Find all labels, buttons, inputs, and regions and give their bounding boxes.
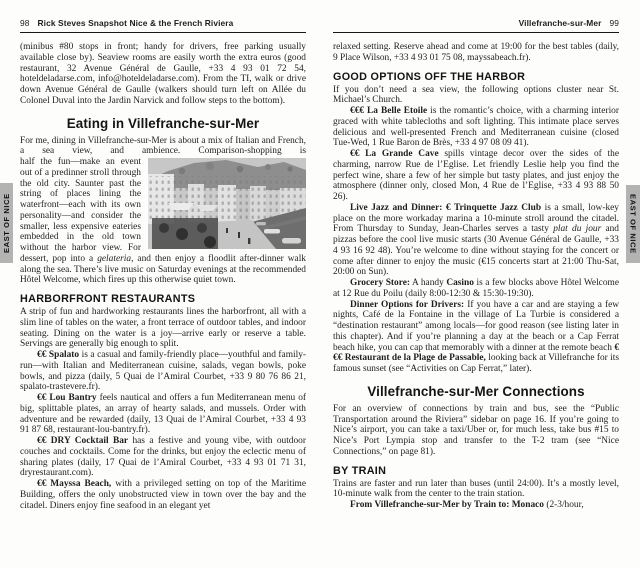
text-segment: and pizzas before the cool live music starts (30 Avenue Général de Gaulle, +33 4 93 16 92 48). You’re welcome to dine without staying for the concert or come after dinner to enjoy the music (€15 concerts start at 21:00 Thu-Sat, 20:00 on Sun).	[333, 224, 619, 278]
text-segment: spills vintage decor over the sides of the charming, narrow Rue de l’Eglise. Let friendly Leslie help you find the perfect wine, share a few of her simple but tasty plates, and just enjoy the atmosphere (dinner only, closed Mon, 4 Rue de l’Eglise, +33 4 93 88 50 26).	[333, 149, 619, 202]
paragraph	[20, 393, 306, 436]
paragraph	[333, 404, 619, 458]
running-title-left: Rick Steves Snapshot Nice & the French Riviera	[37, 18, 234, 28]
text-segment: HARBORFRONT RESTAURANTS	[20, 293, 196, 305]
text-segment: gelateria	[97, 253, 132, 264]
text-segment: looking back at Villefranche for its famous sunset (see “Activities on Cap Ferrat,” later).	[333, 353, 619, 374]
page-number-left: 98	[20, 18, 30, 28]
text-segment: is the romantic’s choice, with a charming interior graced with white tablecloths and soft lighting. This intimate place serves delicious and well-presented French and Mediterranean cuisine (closed Tue-Wed, 1 Rue Baron de Brès, +33 4 97 08 09 41).	[333, 106, 619, 149]
paragraph	[333, 278, 619, 300]
paragraph	[20, 157, 306, 286]
text-segment: Grocery Store:	[350, 278, 410, 288]
paragraph	[333, 106, 619, 149]
text-segment: Trains are faster and run later than buses (until 24:00). It’s a mostly level, 10-minute walk from the center to the train station.	[333, 478, 619, 500]
section-title	[20, 116, 306, 131]
paragraph	[333, 85, 619, 107]
running-header-right	[333, 18, 619, 33]
text-segment: If you don’t need a sea view, the following options cluster near St. Michael’s Church.	[333, 84, 619, 106]
text-segment: plat du jour	[553, 224, 602, 235]
paragraph	[333, 500, 619, 511]
text-segment: €€ La Grande Cave	[350, 149, 439, 159]
paragraph	[333, 42, 619, 64]
text-segment: half the fun—make an event out of a predinner stroll through the old city. Saunter past the string of places lining the waterfront—each with its own personality—and consider the smaller, less expensive eateries embedded in the old town without the harbor view. For dessert, pop into a	[20, 157, 141, 264]
text-segment: If you have a car and are staying a few nights, Café de la Fontaine in the village of La Turbie is considered a “destination restaurant” among locals—for good reason (see listing later in this chapter). And if you’re planning a day at the beach or a Cap Ferrat beach hike, you can cap that memorably with a dinner at the remote beach	[333, 299, 620, 353]
harborfront-photo	[148, 158, 306, 249]
text-segment: (2-3/hour,	[543, 500, 584, 510]
paragraph	[20, 350, 306, 393]
text-segment: BY TRAIN	[333, 464, 387, 477]
subsection-heading	[333, 71, 619, 83]
text-segment: is a small, low-key place on the more workaday marina a 10-minute stroll around the citadel. From Thursday to Sunday, Jean-Charles serves a tasty	[333, 202, 619, 235]
section-thumb-tab-left: EAST OF NICE	[0, 183, 13, 263]
text-segment: Eating in Villefranche-sur-Mer	[66, 115, 260, 131]
subsection-heading	[333, 465, 619, 477]
page-content-right	[333, 42, 619, 511]
text-segment: GOOD OPTIONS OFF THE HARBOR	[333, 70, 526, 83]
text-segment: €€ Mayssa Beach,	[37, 479, 112, 489]
text-segment: feels nautical and offers a fun Mediterranean menu of big, splittable plates, an array of hearty salads, and mussels. Order with adventure and be rewarded (daily, 13 Quai de l’Amiral Courbet, +33 4 93 91 87 68, restaurant-lou-bantry.fr).	[20, 393, 306, 436]
paragraph	[333, 300, 619, 375]
paragraph	[333, 203, 619, 278]
text-segment: €€€ La Belle Etoile	[350, 106, 428, 116]
paragraph	[20, 42, 306, 107]
text-segment: For me, dining in Villefranche-sur-Mer is about a mix of Italian and French, a sea view, and ambience. Comparison-shopping is	[20, 135, 306, 157]
text-segment: €€ Lou Bantry	[37, 393, 97, 403]
page-number-right: 99	[609, 18, 619, 28]
section-title	[333, 384, 619, 399]
page-right	[320, 0, 640, 568]
text-segment: A handy	[410, 278, 447, 288]
text-segment: Dinner Options for Drivers:	[350, 299, 465, 310]
text-segment: Villefranche-sur-Mer Connections	[367, 383, 585, 399]
paragraph	[20, 307, 306, 350]
text-segment: has a festive and young vibe, with outdoor couches and cocktails. Come for the drinks, but enjoy the eclectic menu of sharing plates (daily, 17 Quai de l’Amiral Courbet, +33 4 93 01 71 31, dryrestaurant.com).	[20, 436, 306, 479]
paragraph	[333, 479, 619, 501]
text-segment: A strip of fun and hardworking restaurants lines the harborfront, all with a slim line of tables on the water, a front terrace of outdoor tables, and indoor seating. Dining on the water is a joy—arrive early or reserve a table. Servings are generally big enough to split.	[20, 307, 306, 350]
text-segment: relaxed setting. Reserve ahead and come at 19:00 for the best tables (daily, 9 Place Wilson, +33 4 93 01 75 08, mayssabeach.fr).	[333, 42, 619, 63]
text-segment: is a few blocks above Hôtel Welcome at 12 Rue du Poilu (daily 8:00-12:30 & 15:30-19:30).	[333, 278, 619, 299]
page-content-left	[20, 42, 306, 511]
text-segment: €€ Spalato	[37, 350, 80, 360]
running-header-left	[20, 18, 306, 33]
text-segment: with a privileged setting on top of the Maritime Building, offers the only unobstructed view in town over the bay and the citadel. Diners enjoy fine seafood in an elegant yet	[20, 479, 307, 511]
text-segment: is a casual and family-friendly place—youthful and family-run—with Italian and Mediterranean cuisine, salads, vegan bowls, poke bowls, and pizza (daily, 5 Quai de l’Amiral Courbet, +33 9 80 76 86 21, spalato-trastevere.fr).	[20, 350, 306, 393]
paragraph	[20, 136, 306, 158]
text-segment: From Villefranche-sur-Mer by Train to: Monaco	[350, 500, 544, 510]
text-segment: €€ DRY Cocktail Bar	[37, 436, 129, 446]
text-segment: , and then enjoy a floodlit after-dinner walk along the sea. There’s live music on Saturday evenings at the recommended Hôtel Welcome, which fires up this otherwise quiet town.	[20, 253, 306, 286]
subsection-heading	[20, 293, 306, 305]
text-segment: Casino	[446, 278, 474, 288]
paragraph	[333, 149, 619, 203]
text-segment: €€€ Restaurant de la Plage de Passable,	[333, 342, 619, 364]
text-segment: For an overview of connections by train and bus, see the “Public Transportation around the Riviera” sidebar on page 16. If you’re going to Nice’s airport, you can take a taxi/Uber or, for much less, take bus #15 to Nice’s Port Lympia stop and transfer to the T-2 tram (see “Nice Connections,” on page 81).	[333, 403, 619, 457]
section-thumb-tab-right: EAST OF NICE	[626, 185, 640, 263]
text-segment: Live Jazz and Dinner: € Trinquette Jazz Club	[350, 202, 542, 213]
running-title-right: Villefranche-sur-Mer	[518, 18, 602, 28]
paragraph	[20, 436, 306, 479]
paragraph	[20, 479, 306, 511]
text-segment: (minibus #80 stops in front; handy for drivers, free parking usually available close by). Seaview rooms are easily worth the extra euros (good restaurant, 32 Avenue Général de Gaulle, +33 4 93 01 72 54, hoteldeladarse.com, info@hoteldeladarse.com). From the TI, walk or drive down Avenue Général de Gaulle (walkers should turn left on Allée du Colonel Duval into the Jardin Narvick and follow steps to the bottom).	[20, 42, 306, 106]
